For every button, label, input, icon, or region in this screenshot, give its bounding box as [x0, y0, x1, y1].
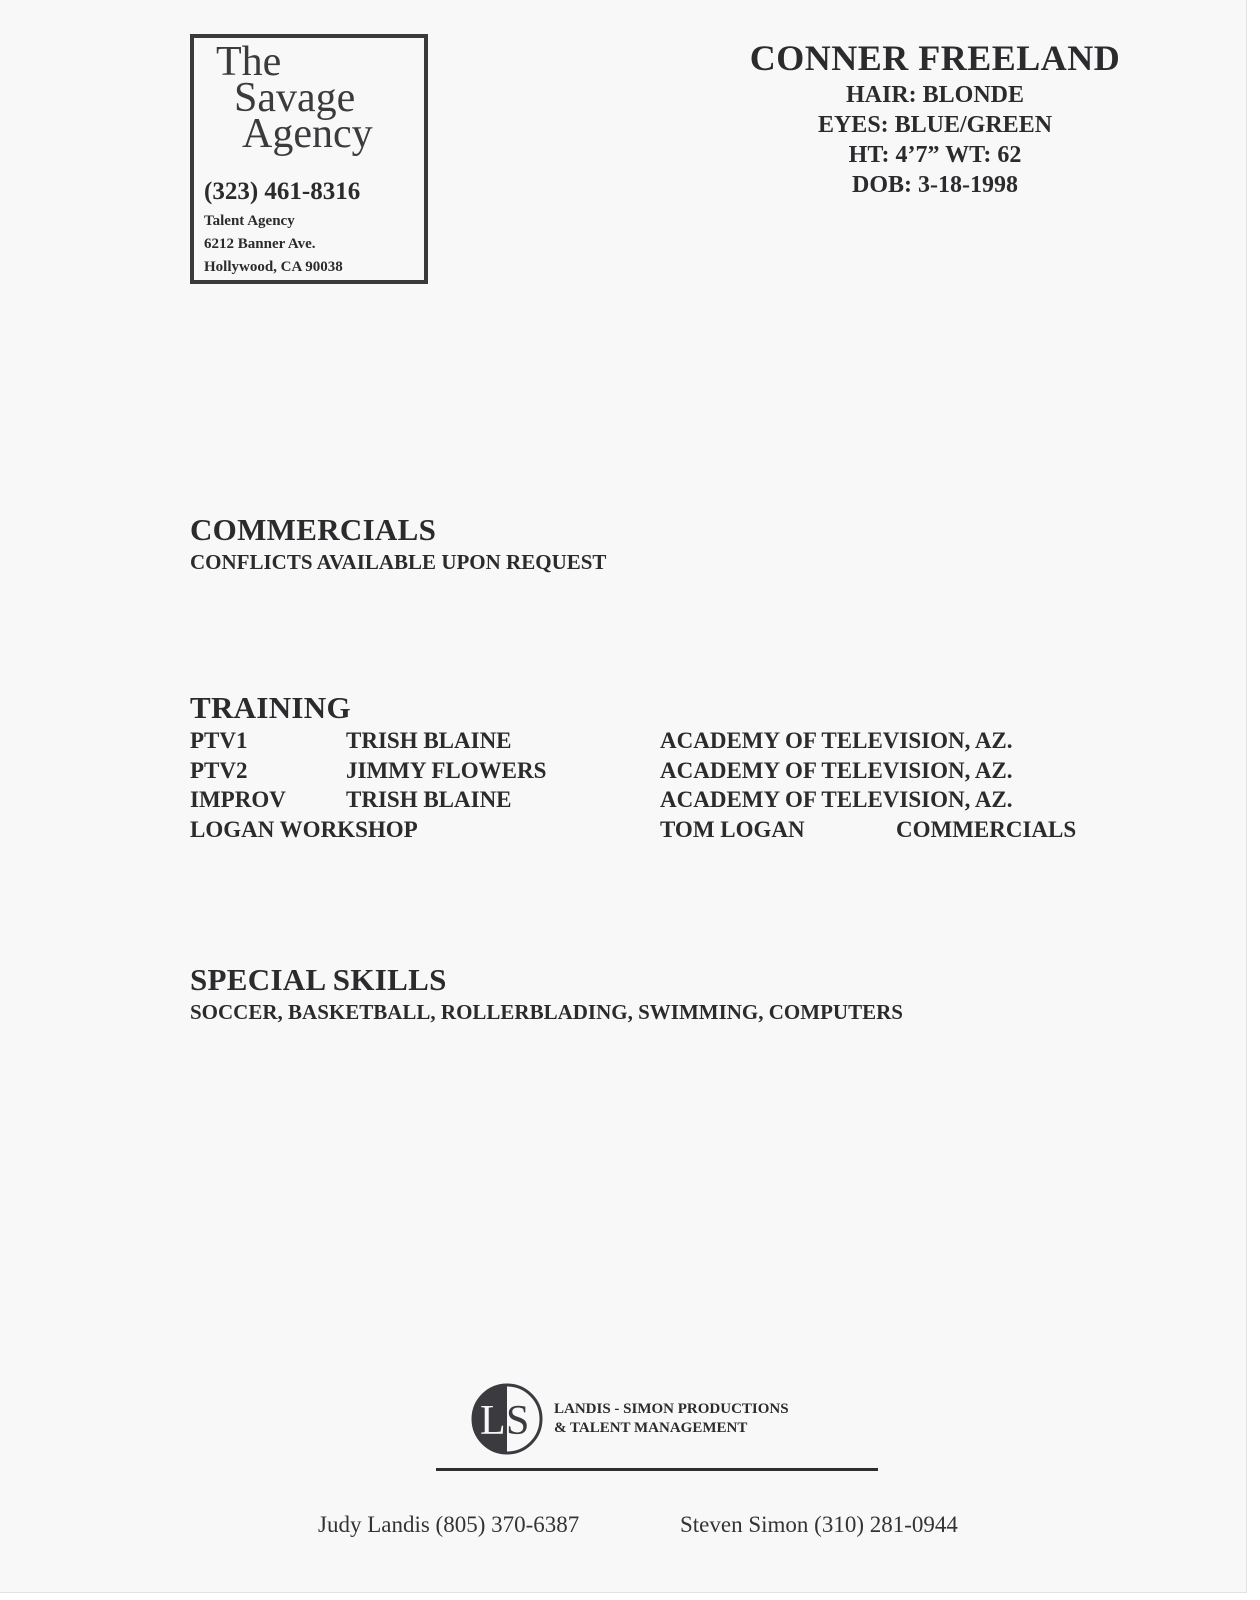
agency-name-line-1: The: [216, 39, 282, 85]
agency-type: Talent Agency: [204, 213, 295, 229]
special-skills-section: [190, 962, 903, 1026]
contact-judy-landis: Judy Landis (805) 370-6387: [318, 1512, 580, 1537]
training-row: [190, 726, 1110, 756]
commercials-note: CONFLICTS AVAILABLE UPON REQUEST: [190, 550, 607, 574]
management-line-2: & TALENT MANAGEMENT: [554, 1420, 748, 1436]
actor-name: CONNER FREELAND: [749, 38, 1121, 78]
training-section: [190, 690, 1110, 844]
actor-header: [690, 36, 1180, 200]
training-instructor: JIMMY FLOWERS: [346, 757, 547, 783]
training-venue: ACADEMY OF TELEVISION, AZ.: [660, 728, 1013, 753]
training-row: [190, 815, 1110, 845]
agency-address-line-2: Hollywood, CA 90038: [204, 259, 343, 275]
actor-dob: DOB: 3-18-1998: [852, 172, 1018, 198]
special-skills-list: SOCCER, BASKETBALL, ROLLERBLADING, SWIMMING, COMPUTERS: [190, 1000, 903, 1024]
training-row: [190, 785, 1110, 815]
training-venue: ACADEMY OF TELEVISION, AZ.: [660, 787, 1013, 812]
training-extra: COMMERCIALS: [896, 816, 1077, 842]
landis-simon-logo-icon: [470, 1382, 544, 1456]
management-logo-block: [470, 1382, 890, 1462]
commercials-heading: COMMERCIALS: [190, 512, 437, 547]
training-course: IMPROV: [190, 787, 286, 812]
training-row: [190, 756, 1110, 786]
agency-name-line-3: Agency: [242, 111, 373, 157]
commercials-section: [190, 512, 606, 576]
agency-name: [216, 39, 373, 157]
actor-height-weight: HT: 4’7” WT: 62: [848, 142, 1022, 168]
contact-steven-simon: Steven Simon (310) 281-0944: [680, 1512, 958, 1537]
management-name: [554, 1400, 789, 1438]
training-course: LOGAN WORKSHOP: [190, 816, 418, 842]
agency-address-line-1: 6212 Banner Ave.: [204, 236, 316, 252]
footer-divider: [436, 1468, 878, 1471]
training-venue: ACADEMY OF TELEVISION, AZ.: [660, 757, 1013, 783]
training-table: [190, 726, 1110, 844]
special-skills-heading: SPECIAL SKILLS: [190, 962, 447, 997]
agency-phone: (323) 461-8316: [204, 178, 361, 205]
svg-text:L: L: [480, 1398, 506, 1444]
training-heading: TRAINING: [190, 690, 351, 725]
actor-stats: [690, 80, 1180, 200]
management-line-1: LANDIS - SIMON PRODUCTIONS: [554, 1401, 789, 1417]
training-course: PTV1: [190, 728, 248, 753]
training-instructor: TRISH BLAINE: [346, 728, 512, 753]
agency-logo-box: [190, 34, 428, 284]
training-instructor: TRISH BLAINE: [346, 787, 512, 812]
svg-text:S: S: [506, 1398, 530, 1444]
training-course: PTV2: [190, 757, 248, 783]
actor-hair: HAIR: BLONDE: [845, 82, 1025, 108]
training-venue: TOM LOGAN: [660, 816, 805, 842]
agency-details: [204, 210, 343, 279]
agency-name-line-2: Savage: [234, 75, 356, 121]
actor-eyes: EYES: BLUE/GREEN: [817, 112, 1053, 138]
